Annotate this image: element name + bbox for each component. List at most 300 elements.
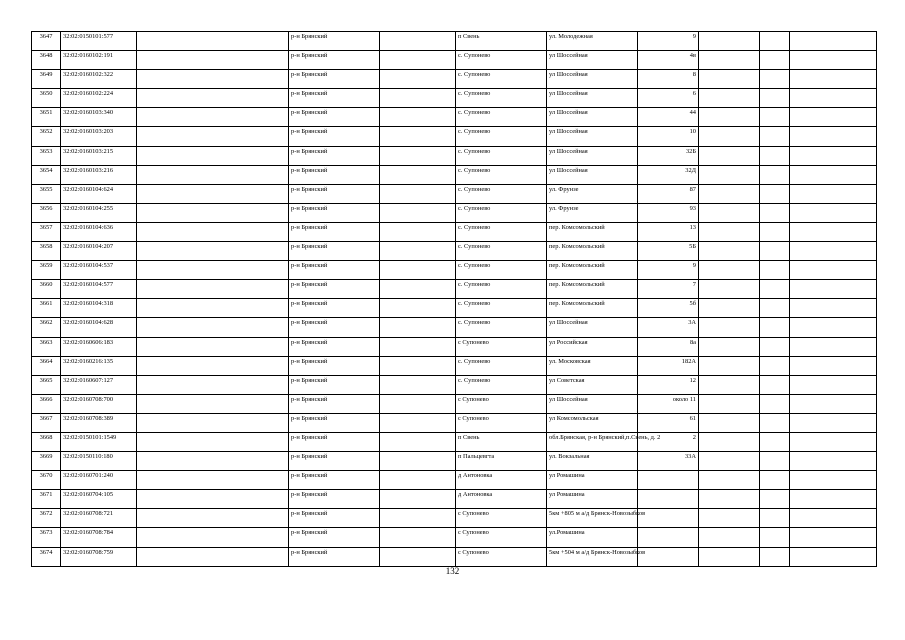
district-cell: р-н Брянский (289, 108, 380, 127)
empty-cell (760, 89, 790, 108)
street-cell: ул. Фрунзе (547, 184, 638, 203)
table-row (32, 222, 877, 241)
empty-cell (790, 413, 877, 432)
empty-cell (760, 184, 790, 203)
table-row (32, 299, 877, 318)
table-row (32, 490, 877, 509)
house-number-cell: 3А (638, 318, 699, 337)
district-cell: р-н Брянский (289, 70, 380, 89)
row-number-cell: 3670 (32, 471, 61, 490)
empty-cell (137, 490, 289, 509)
cadastral-number-cell: 32:02:0160103:216 (61, 165, 137, 184)
house-number-cell: 33А (638, 452, 699, 471)
empty-cell (790, 299, 877, 318)
row-number-cell: 3665 (32, 375, 61, 394)
page-number: 132 (445, 566, 460, 576)
empty-cell (699, 32, 760, 51)
cadastral-number-cell: 32:02:0160102:322 (61, 70, 137, 89)
empty-cell (699, 89, 760, 108)
empty-cell (137, 432, 289, 451)
empty-cell (760, 318, 790, 337)
empty-cell (137, 242, 289, 261)
empty-cell (699, 146, 760, 165)
street-cell: ул Шоссейная (547, 89, 638, 108)
street-cell: ул Шоссейная (547, 70, 638, 89)
empty-cell (380, 413, 456, 432)
table-row (32, 375, 877, 394)
house-number-cell: 9 (638, 261, 699, 280)
empty-cell (137, 356, 289, 375)
row-number-cell: 3668 (32, 432, 61, 451)
empty-cell (380, 394, 456, 413)
empty-cell (790, 375, 877, 394)
empty-cell (790, 242, 877, 261)
table-row (32, 547, 877, 566)
empty-cell (699, 261, 760, 280)
table-row (32, 261, 877, 280)
empty-cell (790, 356, 877, 375)
empty-cell (760, 394, 790, 413)
table-row (32, 242, 877, 261)
empty-cell (790, 394, 877, 413)
empty-cell (137, 222, 289, 241)
table-row (32, 528, 877, 547)
empty-cell (137, 509, 289, 528)
empty-cell (380, 432, 456, 451)
empty-cell (137, 471, 289, 490)
empty-cell (699, 471, 760, 490)
cadastral-number-cell: 32:02:0160708:784 (61, 528, 137, 547)
empty-cell (760, 432, 790, 451)
table-row (32, 146, 877, 165)
empty-cell (137, 337, 289, 356)
street-cell: обл.Брянская, р-н Брянский,п.Свень, д. 2 (547, 432, 638, 451)
empty-cell (760, 413, 790, 432)
street-cell: 5км +504 м а/д Брянск-Новозыбков (547, 547, 638, 566)
empty-cell (137, 165, 289, 184)
settlement-cell: с. Супонево (456, 299, 547, 318)
row-number-cell: 3659 (32, 261, 61, 280)
row-number-cell: 3648 (32, 51, 61, 70)
empty-cell (380, 146, 456, 165)
street-cell: ул Шоссейная (547, 318, 638, 337)
empty-cell (380, 509, 456, 528)
cadastral-number-cell: 32:02:0160607:127 (61, 375, 137, 394)
empty-cell (699, 222, 760, 241)
district-cell: р-н Брянский (289, 184, 380, 203)
street-cell: ул Шоссейная (547, 51, 638, 70)
empty-cell (760, 242, 790, 261)
empty-cell (137, 127, 289, 146)
empty-cell (760, 32, 790, 51)
row-number-cell: 3662 (32, 318, 61, 337)
empty-cell (699, 432, 760, 451)
row-number-cell: 3647 (32, 32, 61, 51)
empty-cell (760, 490, 790, 509)
row-number-cell: 3652 (32, 127, 61, 146)
street-cell: ул. Московская (547, 356, 638, 375)
settlement-cell: п Пальцевгта (456, 452, 547, 471)
street-cell: ул. Вокзальная (547, 452, 638, 471)
empty-cell (137, 184, 289, 203)
empty-cell (380, 184, 456, 203)
empty-cell (137, 413, 289, 432)
empty-cell (380, 356, 456, 375)
settlement-cell: с. Супонево (456, 184, 547, 203)
empty-cell (790, 490, 877, 509)
settlement-cell: с. Супонево (456, 165, 547, 184)
empty-cell (699, 509, 760, 528)
row-number-cell: 3649 (32, 70, 61, 89)
street-cell: ул. Фрунзе (547, 203, 638, 222)
house-number-cell: 9 (638, 32, 699, 51)
empty-cell (699, 165, 760, 184)
row-number-cell: 3651 (32, 108, 61, 127)
empty-cell (760, 222, 790, 241)
empty-cell (790, 70, 877, 89)
empty-cell (760, 280, 790, 299)
cadastral-number-cell: 32:02:0160606:183 (61, 337, 137, 356)
settlement-cell: с. Супонево (456, 127, 547, 146)
street-cell: пер. Комсомольский (547, 299, 638, 318)
street-cell: ул Шоссейная (547, 165, 638, 184)
street-cell: ул. Молодежная (547, 32, 638, 51)
settlement-cell: с Супонево (456, 394, 547, 413)
settlement-cell: с. Супонево (456, 356, 547, 375)
house-number-cell: 7 (638, 280, 699, 299)
row-number-cell: 3650 (32, 89, 61, 108)
empty-cell (699, 452, 760, 471)
row-number-cell: 3669 (32, 452, 61, 471)
settlement-cell: д Антоновка (456, 490, 547, 509)
row-number-cell: 3661 (32, 299, 61, 318)
house-number-cell: 2 (638, 432, 699, 451)
empty-cell (790, 509, 877, 528)
district-cell: р-н Брянский (289, 394, 380, 413)
cadastral-number-cell: 32:02:0160104:628 (61, 318, 137, 337)
empty-cell (760, 146, 790, 165)
registry-table-body (32, 32, 877, 567)
street-cell: пер. Комсомольский (547, 242, 638, 261)
empty-cell (380, 318, 456, 337)
empty-cell (380, 547, 456, 566)
empty-cell (380, 70, 456, 89)
house-number-cell: 93 (638, 203, 699, 222)
empty-cell (699, 70, 760, 89)
empty-cell (380, 490, 456, 509)
cadastral-number-cell: 32:02:0150101:1549 (61, 432, 137, 451)
empty-cell (790, 222, 877, 241)
empty-cell (790, 547, 877, 566)
table-row (32, 471, 877, 490)
empty-cell (790, 184, 877, 203)
settlement-cell: с Супонево (456, 528, 547, 547)
settlement-cell: п Свень (456, 32, 547, 51)
empty-cell (380, 452, 456, 471)
empty-cell (790, 51, 877, 70)
empty-cell (699, 108, 760, 127)
empty-cell (137, 108, 289, 127)
empty-cell (699, 413, 760, 432)
row-number-cell: 3657 (32, 222, 61, 241)
table-row (32, 394, 877, 413)
empty-cell (137, 89, 289, 108)
street-cell: ул Российская (547, 337, 638, 356)
house-number-cell: 10 (638, 127, 699, 146)
empty-cell (380, 471, 456, 490)
empty-cell (760, 528, 790, 547)
house-number-cell: 44 (638, 108, 699, 127)
empty-cell (790, 452, 877, 471)
empty-cell (380, 89, 456, 108)
table-row (32, 51, 877, 70)
empty-cell (699, 280, 760, 299)
settlement-cell: с. Супонево (456, 261, 547, 280)
house-number-cell: 8 (638, 70, 699, 89)
empty-cell (760, 108, 790, 127)
registry-table (31, 31, 877, 567)
empty-cell (790, 146, 877, 165)
district-cell: р-н Брянский (289, 509, 380, 528)
table-row (32, 108, 877, 127)
empty-cell (699, 127, 760, 146)
empty-cell (137, 547, 289, 566)
street-cell: ул Ромашина (547, 471, 638, 490)
district-cell: р-н Брянский (289, 146, 380, 165)
empty-cell (137, 452, 289, 471)
row-number-cell: 3658 (32, 242, 61, 261)
table-row (32, 203, 877, 222)
empty-cell (699, 490, 760, 509)
cadastral-number-cell: 32:02:0160708:389 (61, 413, 137, 432)
cadastral-number-cell: 32:02:0160104:255 (61, 203, 137, 222)
empty-cell (699, 356, 760, 375)
district-cell: р-н Брянский (289, 528, 380, 547)
district-cell: р-н Брянский (289, 337, 380, 356)
settlement-cell: п Свень (456, 432, 547, 451)
empty-cell (380, 375, 456, 394)
empty-cell (380, 51, 456, 70)
row-number-cell: 3660 (32, 280, 61, 299)
cadastral-number-cell: 32:02:0160103:203 (61, 127, 137, 146)
cadastral-number-cell: 32:02:0160103:215 (61, 146, 137, 165)
empty-cell (790, 528, 877, 547)
empty-cell (137, 299, 289, 318)
empty-cell (699, 337, 760, 356)
settlement-cell: с. Супонево (456, 375, 547, 394)
cadastral-number-cell: 32:02:0160708:759 (61, 547, 137, 566)
row-number-cell: 3671 (32, 490, 61, 509)
cadastral-number-cell: 32:02:0160104:537 (61, 261, 137, 280)
district-cell: р-н Брянский (289, 32, 380, 51)
empty-cell (790, 471, 877, 490)
settlement-cell: с. Супонево (456, 70, 547, 89)
empty-cell (699, 528, 760, 547)
empty-cell (760, 452, 790, 471)
empty-cell (790, 432, 877, 451)
empty-cell (790, 261, 877, 280)
empty-cell (137, 394, 289, 413)
cadastral-number-cell: 32:02:0160102:224 (61, 89, 137, 108)
district-cell: р-н Брянский (289, 222, 380, 241)
settlement-cell: с. Супонево (456, 108, 547, 127)
district-cell: р-н Брянский (289, 547, 380, 566)
empty-cell (699, 375, 760, 394)
table-row (32, 127, 877, 146)
street-cell: пер. Комсомольский (547, 222, 638, 241)
empty-cell (790, 89, 877, 108)
settlement-cell: с. Супонево (456, 89, 547, 108)
empty-cell (760, 337, 790, 356)
cadastral-number-cell: 32:02:0160103:340 (61, 108, 137, 127)
empty-cell (760, 356, 790, 375)
street-cell: ул Шоссейная (547, 146, 638, 165)
empty-cell (760, 299, 790, 318)
house-number-cell: 5Б (638, 242, 699, 261)
table-row (32, 509, 877, 528)
district-cell: р-н Брянский (289, 261, 380, 280)
empty-cell (760, 165, 790, 184)
empty-cell (760, 509, 790, 528)
empty-cell (790, 280, 877, 299)
street-cell: ул Ромашина (547, 490, 638, 509)
row-number-cell: 3666 (32, 394, 61, 413)
empty-cell (790, 337, 877, 356)
empty-cell (380, 299, 456, 318)
empty-cell (760, 547, 790, 566)
house-number-cell: 32Д (638, 165, 699, 184)
empty-cell (760, 51, 790, 70)
cadastral-number-cell: 32:02:0160216:135 (61, 356, 137, 375)
house-number-cell (638, 490, 699, 509)
settlement-cell: с. Супонево (456, 242, 547, 261)
empty-cell (760, 375, 790, 394)
cadastral-number-cell: 32:02:0160701:240 (61, 471, 137, 490)
empty-cell (760, 261, 790, 280)
empty-cell (137, 528, 289, 547)
row-number-cell: 3655 (32, 184, 61, 203)
empty-cell (137, 32, 289, 51)
empty-cell (380, 242, 456, 261)
empty-cell (699, 299, 760, 318)
street-cell: пер. Комсомольский (547, 261, 638, 280)
street-cell: ул Шоссейная (547, 108, 638, 127)
district-cell: р-н Брянский (289, 242, 380, 261)
house-number-cell: 182А (638, 356, 699, 375)
house-number-cell (638, 509, 699, 528)
table-row (32, 318, 877, 337)
cadastral-number-cell: 32:02:0160104:577 (61, 280, 137, 299)
cadastral-number-cell: 32:02:0160104:318 (61, 299, 137, 318)
row-number-cell: 3673 (32, 528, 61, 547)
row-number-cell: 3664 (32, 356, 61, 375)
empty-cell (380, 165, 456, 184)
settlement-cell: с Супонево (456, 547, 547, 566)
district-cell: р-н Брянский (289, 413, 380, 432)
empty-cell (137, 51, 289, 70)
cadastral-number-cell: 32:02:0150110:180 (61, 452, 137, 471)
house-number-cell: 87 (638, 184, 699, 203)
table-row (32, 89, 877, 108)
empty-cell (380, 261, 456, 280)
cadastral-number-cell: 32:02:0160104:636 (61, 222, 137, 241)
table-row (32, 184, 877, 203)
house-number-cell: 12 (638, 375, 699, 394)
empty-cell (380, 222, 456, 241)
house-number-cell: 5б (638, 299, 699, 318)
district-cell: р-н Брянский (289, 127, 380, 146)
empty-cell (699, 203, 760, 222)
empty-cell (699, 242, 760, 261)
district-cell: р-н Брянский (289, 51, 380, 70)
empty-cell (790, 318, 877, 337)
house-number-cell: 6 (638, 89, 699, 108)
row-number-cell: 3663 (32, 337, 61, 356)
empty-cell (699, 318, 760, 337)
district-cell: р-н Брянский (289, 280, 380, 299)
empty-cell (380, 127, 456, 146)
street-cell: ул Шоссейная (547, 127, 638, 146)
district-cell: р-н Брянский (289, 490, 380, 509)
empty-cell (760, 203, 790, 222)
table-row (32, 70, 877, 89)
settlement-cell: с. Супонево (456, 222, 547, 241)
row-number-cell: 3667 (32, 413, 61, 432)
empty-cell (760, 471, 790, 490)
district-cell: р-н Брянский (289, 165, 380, 184)
empty-cell (137, 375, 289, 394)
table-row (32, 280, 877, 299)
district-cell: р-н Брянский (289, 318, 380, 337)
table-row (32, 452, 877, 471)
house-number-cell (638, 471, 699, 490)
house-number-cell: 8а (638, 337, 699, 356)
district-cell: р-н Брянский (289, 299, 380, 318)
district-cell: р-н Брянский (289, 471, 380, 490)
empty-cell (699, 547, 760, 566)
house-number-cell: 13 (638, 222, 699, 241)
cadastral-number-cell: 32:02:0160708:700 (61, 394, 137, 413)
empty-cell (137, 70, 289, 89)
empty-cell (790, 108, 877, 127)
empty-cell (380, 203, 456, 222)
empty-cell (137, 146, 289, 165)
district-cell: р-н Брянский (289, 375, 380, 394)
empty-cell (760, 70, 790, 89)
cadastral-number-cell: 32:02:0160102:191 (61, 51, 137, 70)
cadastral-number-cell: 32:02:0160708:721 (61, 509, 137, 528)
settlement-cell: с Супонево (456, 337, 547, 356)
empty-cell (137, 203, 289, 222)
empty-cell (380, 280, 456, 299)
empty-cell (790, 203, 877, 222)
street-cell: ул Шоссейная (547, 394, 638, 413)
street-cell: 5км +805 м а/д Брянск-Новозыбков (547, 509, 638, 528)
empty-cell (380, 32, 456, 51)
district-cell: р-н Брянский (289, 452, 380, 471)
empty-cell (380, 108, 456, 127)
settlement-cell: с Супонево (456, 509, 547, 528)
table-row (32, 356, 877, 375)
empty-cell (137, 318, 289, 337)
settlement-cell: с. Супонево (456, 146, 547, 165)
empty-cell (790, 165, 877, 184)
district-cell: р-н Брянский (289, 89, 380, 108)
settlement-cell: с Супонево (456, 413, 547, 432)
street-cell: ул Комсомольская (547, 413, 638, 432)
cadastral-number-cell: 32:02:0160704:105 (61, 490, 137, 509)
house-number-cell: 32Б (638, 146, 699, 165)
